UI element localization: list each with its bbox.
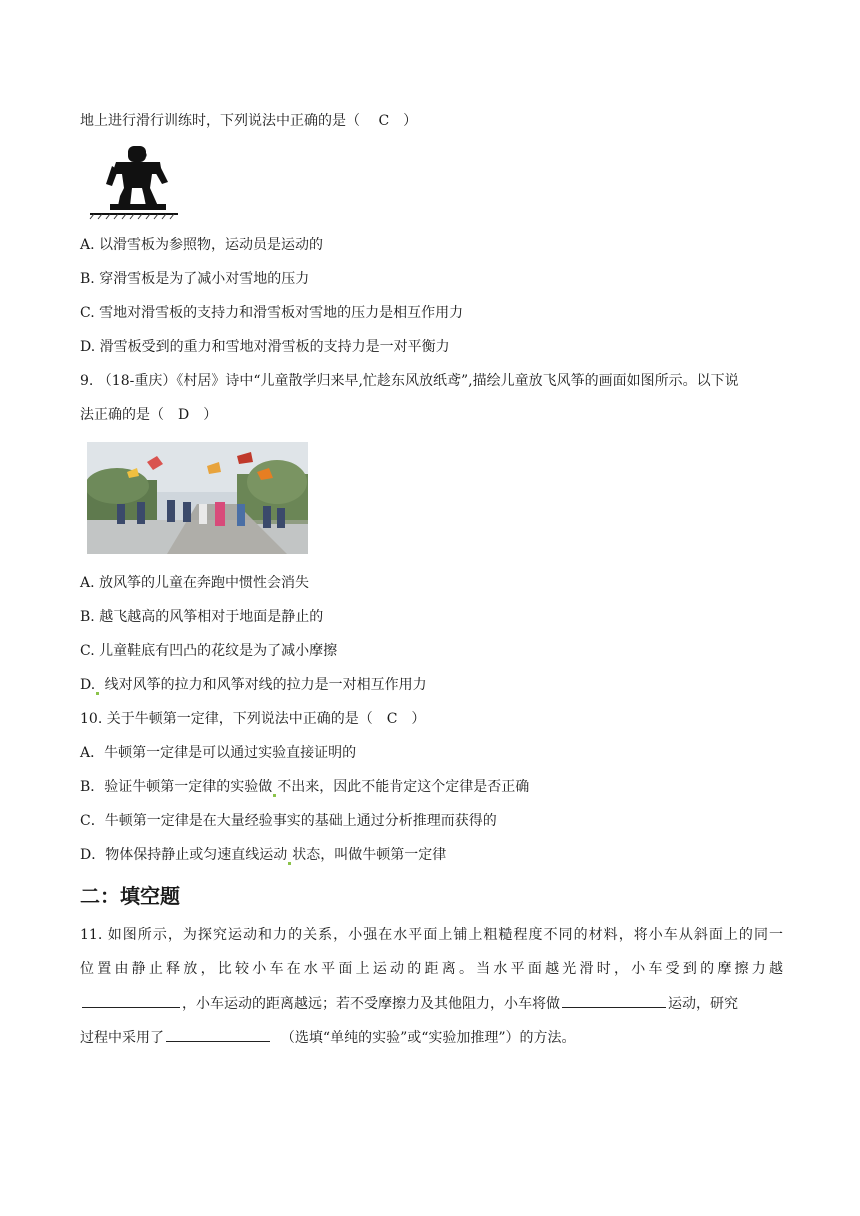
q11-line1: 11. 如图所示，为探究运动和力的关系，小强在水平面上铺上粗糙程度不同的材料，将小车从斜面上的同一 <box>80 927 783 943</box>
q11-line3 <box>80 993 738 1014</box>
q9-stem-line2: 法正确的是（ D ） <box>80 407 218 423</box>
fill-blank-1[interactable] <box>82 993 180 1008</box>
q10-option-d <box>80 845 446 865</box>
q9-option-c: C. 儿童鞋底有凹凸的花纹是为了减小摩擦 <box>80 643 338 659</box>
mark-dot <box>288 862 291 865</box>
q10-option-a: A．牛顿第一定律是可以通过实验直接证明的 <box>80 745 357 761</box>
fill-blank-3[interactable] <box>166 1027 270 1042</box>
q11-line4 <box>80 1027 576 1048</box>
q11-line2: 位置由静止释放，比较小车在水平面上运动的距离。当水平面越光滑时，小车受到的摩擦力越 <box>80 961 783 977</box>
q10-option-d-part2: 状态，叫做牛顿第一定律 <box>292 847 447 863</box>
q8-stem-tail: 地上进行滑行训练时，下列说法中正确的是（ C ） <box>80 113 418 129</box>
fill-blank-2[interactable] <box>562 993 666 1008</box>
skier-figure <box>88 144 180 220</box>
q9-option-d <box>80 675 427 695</box>
q8-option-b: B. 穿滑雪板是为了减小对雪地的压力 <box>80 271 310 287</box>
mark-dot <box>273 794 276 797</box>
q10-option-b <box>80 777 529 797</box>
q11-line4-text-b: （选填“单纯的实验”或“实验加推理”）的方法。 <box>280 1030 576 1046</box>
q9-option-d-label: D. <box>80 677 96 693</box>
q9-option-b: B. 越飞越高的风筝相对于地面是静止的 <box>80 609 324 625</box>
q9-option-a: A. 放风筝的儿童在奔跑中惯性会消失 <box>80 575 310 591</box>
q11-line3-text-a: ，小车运动的距离越远；若不受摩擦力及其他阻力，小车将做 <box>182 996 560 1012</box>
q10-option-b-part1: B．验证牛顿第一定律的实验做 <box>80 779 273 795</box>
q8-option-d: D. 滑雪板受到的重力和雪地对滑雪板的支持力是一对平衡力 <box>80 339 450 355</box>
q11-line3-text-b: 运动，研究 <box>668 996 738 1012</box>
q10-option-b-part2: 不出来，因此不能肯定这个定律是否正确 <box>277 779 530 795</box>
section-title: 二：填空题 <box>80 884 180 908</box>
kite-children-photo <box>87 442 308 554</box>
q10-option-d-part1: D．物体保持静止或匀速直线运动 <box>80 847 288 863</box>
q10-stem: 10. 关于牛顿第一定律，下列说法中正确的是（ C ） <box>80 711 426 727</box>
q11-line4-text-a: 过程中采用了 <box>80 1030 164 1046</box>
q10-option-c: C．牛顿第一定律是在大量经验事实的基础上通过分析推理而获得的 <box>80 813 497 829</box>
q8-option-c: C. 雪地对滑雪板的支持力和滑雪板对雪地的压力是相互作用力 <box>80 305 464 321</box>
q9-option-d-text: 线对风筝的拉力和风筝对线的拉力是一对相互作用力 <box>104 677 427 693</box>
mark-dot <box>96 692 99 695</box>
q9-stem-line1: 9. （18-重庆）《村居》诗中“儿童散学归来早,忙趁东风放纸鸢”,描绘儿童放飞风筝的画面如图所示。以下说 <box>80 373 739 389</box>
q8-option-a: A. 以滑雪板为参照物，运动员是运动的 <box>80 237 324 253</box>
